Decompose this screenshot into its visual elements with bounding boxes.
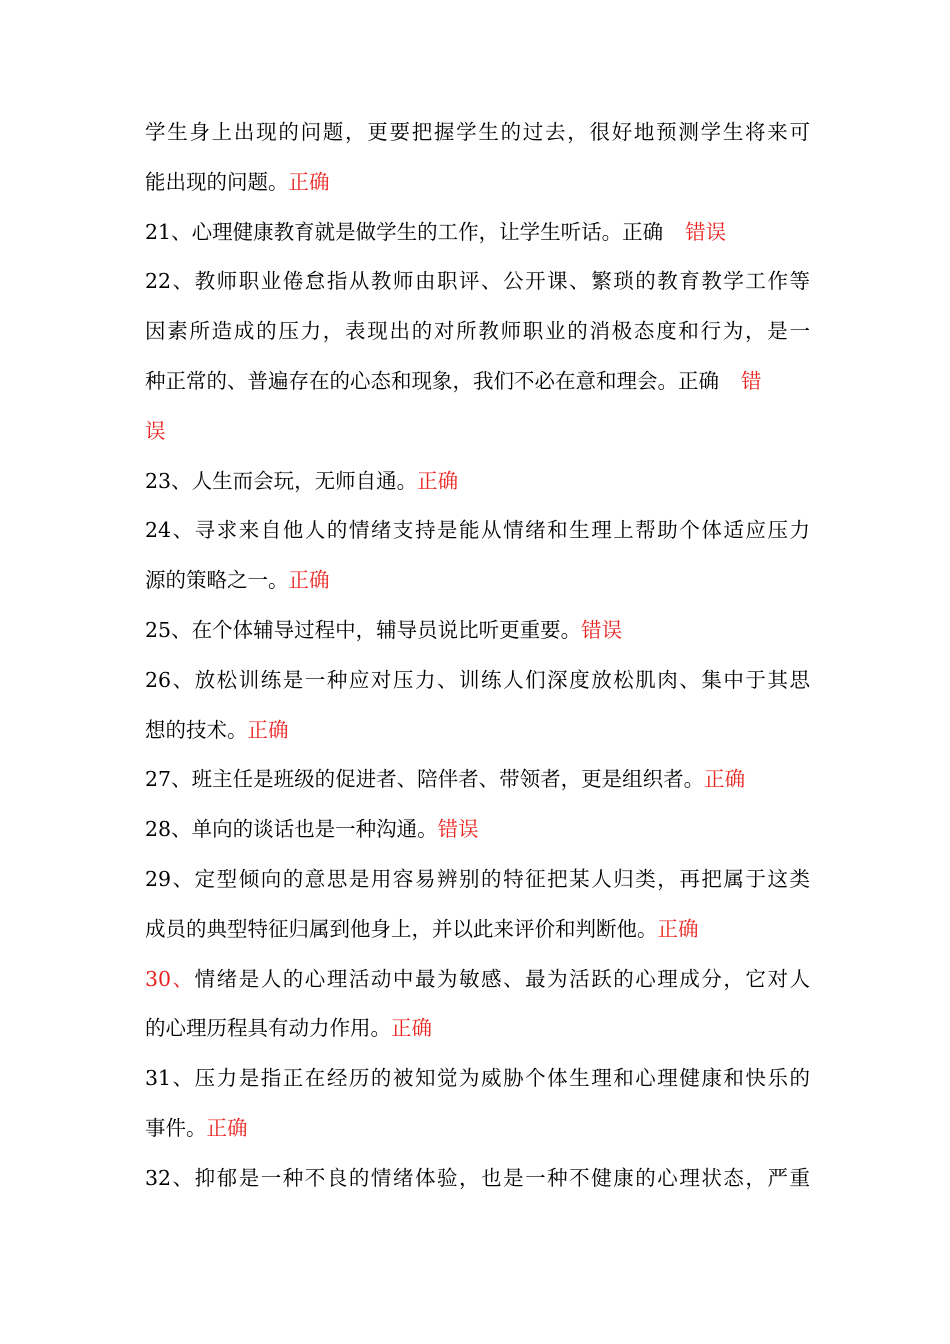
answer-label: 正确: [288, 568, 330, 593]
answer-label: 正确: [391, 1016, 432, 1041]
text-line: [145, 108, 810, 158]
text-line: [145, 407, 810, 457]
text-line: [145, 606, 810, 656]
text-line: [145, 755, 810, 805]
answer-label: 正确: [288, 169, 330, 194]
answer-label: 正确: [657, 916, 699, 941]
line-text: 21、心理健康教育就是做学生的工作，让学生听话。正确: [145, 219, 664, 244]
document-page: [145, 108, 810, 1204]
line-text: 28、单向的谈话也是一种沟通。: [145, 817, 438, 842]
answer-label: 错误: [581, 617, 623, 642]
line-text: 事件。: [145, 1115, 207, 1140]
line-text: 23、人生而会玩，无师自通。: [145, 468, 418, 493]
line-text: 29、定型倾向的意思是用容易辨别的特征把某人归类，再把属于这类: [145, 866, 810, 891]
line-text: 32、抑郁是一种不良的情绪体验，也是一种不健康的心理状态，严重: [145, 1165, 810, 1190]
text-line: [145, 1154, 810, 1204]
line-text: 25、在个体辅导过程中，辅导员说比听更重要。: [145, 617, 582, 642]
line-text: 22、教师职业倦怠指从教师由职评、公开课、繁琐的教育教学工作等: [145, 269, 810, 294]
text-line: [145, 506, 810, 556]
line-text: 成员的典型特征归属到他身上，并以此来评价和判断他。: [145, 916, 658, 941]
line-text: 的心理历程具有动力作用。: [145, 1016, 391, 1041]
answer-label: 正确: [704, 767, 746, 792]
text-line: [145, 556, 810, 606]
text-line: [145, 1054, 810, 1104]
line-text: 26、放松训练是一种应对压力、训练人们深度放松肌肉、集中于其思: [145, 667, 810, 692]
text-line: [145, 656, 810, 706]
answer-label: 正确: [206, 1115, 248, 1140]
question-number: 30、: [145, 966, 195, 991]
text-line: [145, 257, 810, 307]
text-line: [145, 307, 810, 357]
text-line: [145, 805, 810, 855]
line-text: 情绪是人的心理活动中最为敏感、最为活跃的心理成分，它对人: [194, 966, 810, 991]
text-line: [145, 158, 810, 208]
text-line: [145, 955, 810, 1005]
answer-label: 错: [741, 368, 762, 393]
text-line: [145, 905, 810, 955]
answer-label: 错误: [685, 219, 727, 244]
answer-label: 正确: [247, 717, 289, 742]
line-text: 学生身上出现的问题，更要把握学生的过去，很好地预测学生将来可: [145, 120, 810, 144]
answer-label: 错误: [437, 817, 479, 842]
text-line: [145, 457, 810, 507]
line-text: 源的策略之一。: [145, 568, 289, 593]
text-line: [145, 1104, 810, 1154]
text-line: [145, 208, 810, 258]
text-line: [145, 855, 810, 905]
line-text: 种正常的、普遍存在的心态和现象，我们不必在意和理会。正确: [145, 368, 719, 393]
line-text: 31、压力是指正在经历的被知觉为威胁个体生理和心理健康和快乐的: [145, 1066, 810, 1091]
line-text: 因素所造成的压力，表现出的对所教师职业的消极态度和行为，是一: [145, 319, 810, 344]
answer-label: 误: [145, 418, 166, 443]
text-line: [145, 357, 810, 407]
line-text: 27、班主任是班级的促进者、陪伴者、带领者，更是组织者。: [145, 767, 705, 792]
text-line: [145, 706, 810, 756]
line-text: 想的技术。: [145, 717, 248, 742]
line-text: 能出现的问题。: [145, 169, 289, 194]
answer-label: 正确: [417, 468, 459, 493]
line-text: 24、寻求来自他人的情绪支持是能从情绪和生理上帮助个体适应压力: [145, 518, 810, 543]
text-line: [145, 1004, 810, 1054]
